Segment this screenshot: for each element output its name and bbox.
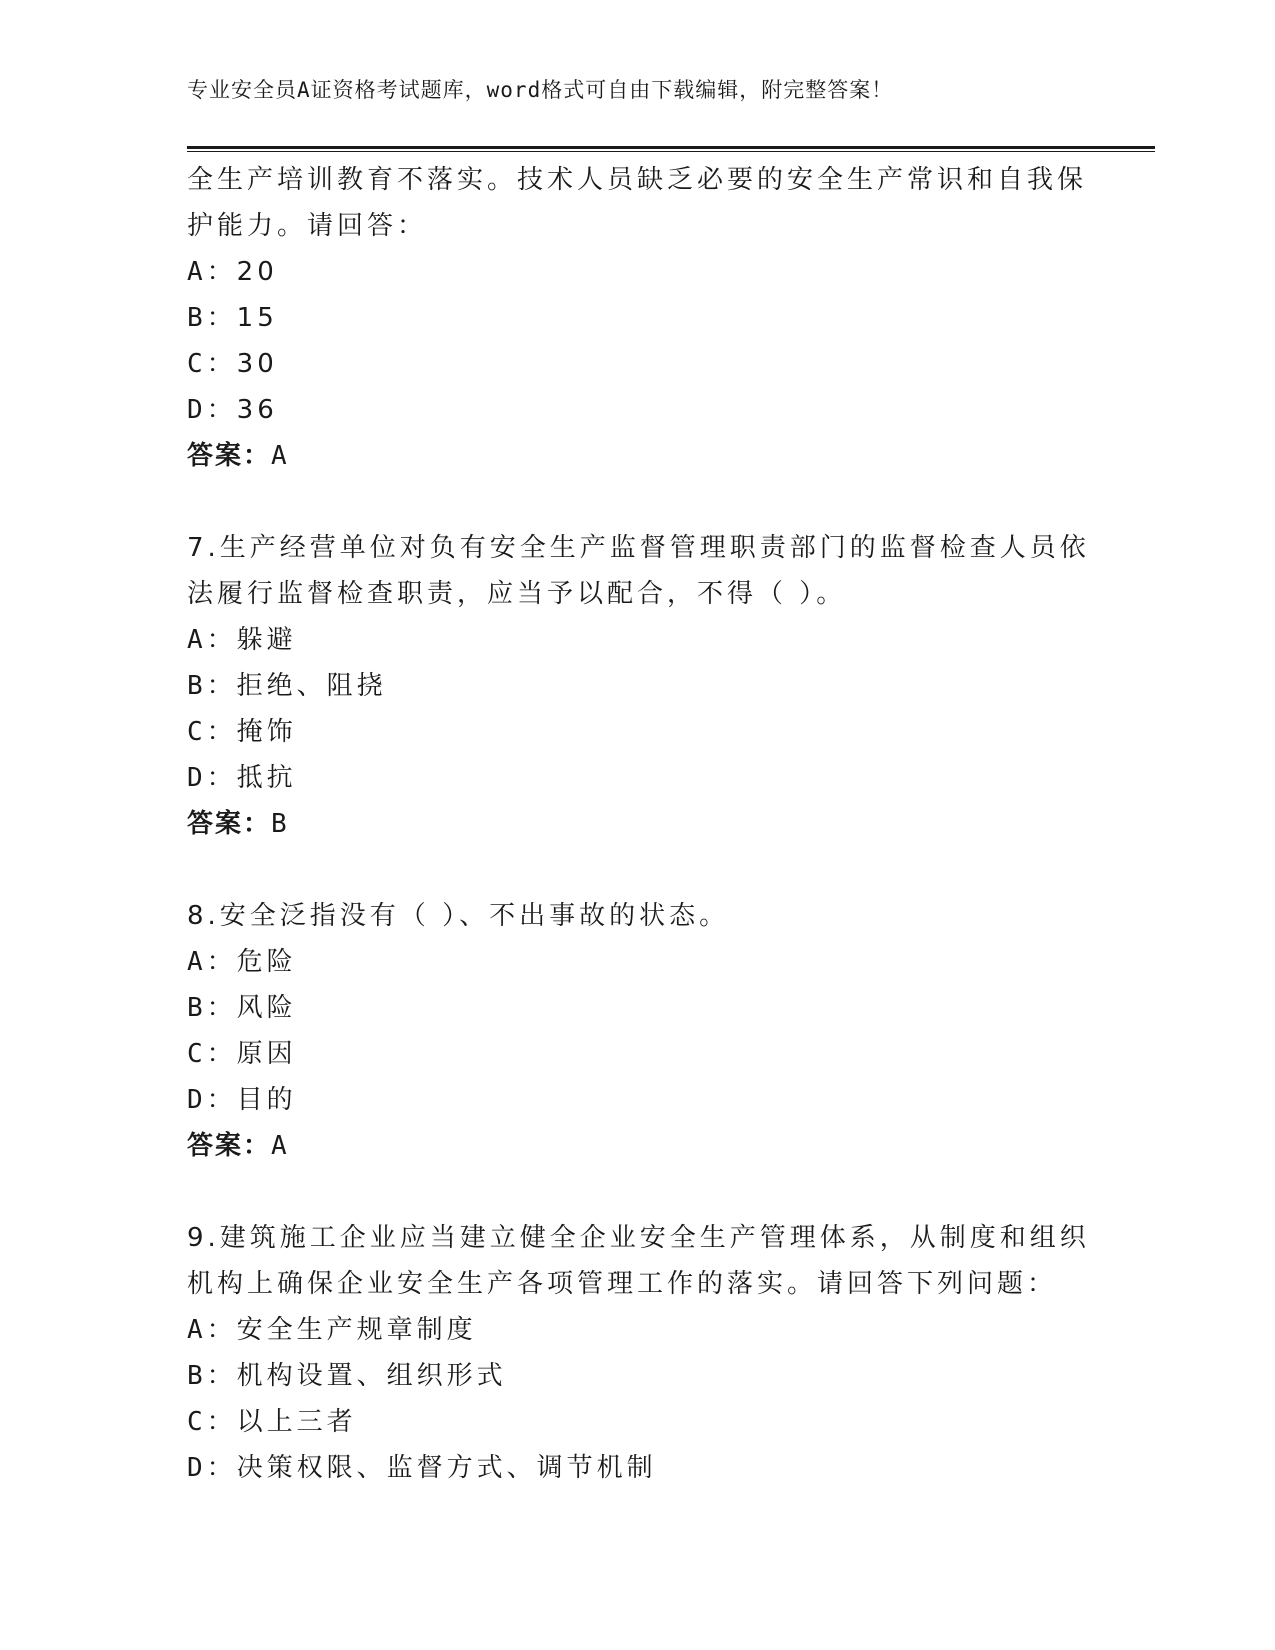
option-text: 30 [236,349,278,379]
option-c [187,709,1087,755]
option-letter: D： [187,1453,237,1483]
header-rule-thick [187,146,1155,149]
option-letter: C： [187,349,237,379]
option-d [187,1445,1087,1491]
option-letter: A： [187,257,237,287]
option-letter: A： [187,947,237,977]
option-d [187,755,1087,801]
option-letter: B： [187,1361,237,1391]
option-letter: C： [187,1039,237,1069]
option-b [187,663,1087,709]
question-7 [187,525,1090,847]
option-letter: D： [187,1085,237,1115]
option-letter: A： [187,625,237,655]
option-b [187,295,1087,341]
option-letter: A： [187,1315,237,1345]
option-letter: B： [187,993,237,1023]
option-b [187,1353,1087,1399]
option-text: 机构设置、组织形式 [236,1361,507,1391]
question-8 [187,893,1087,1169]
question-text-line: 护能力。请回答： [187,211,428,241]
option-text: 15 [236,303,278,333]
question-6 [187,157,1087,479]
option-letter: D： [187,763,237,793]
option-c [187,1031,1087,1077]
option-text: 拒绝、阻挠 [236,671,387,701]
answer-line [187,801,1087,847]
option-text: 决策权限、监督方式、调节机制 [236,1453,657,1483]
option-a [187,939,1087,985]
question-text-line: 9.建筑施工企业应当建立健全企业安全生产管理体系，从制度和组织 [187,1223,1090,1253]
answer-value: B [271,809,289,839]
option-text: 掩饰 [236,717,297,747]
option-b [187,985,1087,1031]
option-text: 36 [236,395,278,425]
answer-line [187,1123,1087,1169]
question-list [187,157,1090,1491]
option-text: 安全生产规章制度 [236,1315,477,1345]
question-text-line: 法履行监督检查职责，应当予以配合，不得（ ）。 [187,579,847,609]
option-text: 抵抗 [236,763,297,793]
option-letter: B： [187,303,237,333]
option-text: 原因 [236,1039,297,1069]
option-text: 躲避 [236,625,297,655]
option-c [187,341,1087,387]
option-text: 危险 [236,947,297,977]
option-a [187,1307,1087,1353]
option-c [187,1399,1087,1445]
option-a [187,249,1087,295]
page-header: 专业安全员A证资格考试题库，word格式可自由下载编辑，附完整答案！ [187,78,894,102]
answer-line [187,433,1087,479]
question-text-line: 全生产培训教育不落实。技术人员缺乏必要的安全生产常识和自我保 [187,165,1088,195]
question-text-line: 7.生产经营单位对负有安全生产监督管理职责部门的监督检查人员依 [187,533,1090,563]
answer-value: A [271,1131,289,1161]
option-text: 目的 [236,1085,297,1115]
option-d [187,387,1087,433]
question-text-line: 8.安全泛指没有（ ）、不出事故的状态。 [187,901,730,931]
question-text-line: 机构上确保企业安全生产各项管理工作的落实。请回答下列问题： [187,1269,1058,1299]
option-text: 20 [236,257,278,287]
spacer [187,479,1087,525]
option-text: 风险 [236,993,297,1023]
option-d [187,1077,1087,1123]
option-letter: B： [187,671,237,701]
spacer [187,847,1087,893]
option-text: 以上三者 [236,1407,357,1437]
answer-label: 答案： [187,441,272,471]
option-letter: D： [187,395,237,425]
option-letter: C： [187,717,237,747]
header-rule-thin [187,151,1155,152]
answer-label: 答案： [187,1131,272,1161]
question-9 [187,1215,1090,1491]
option-a [187,617,1087,663]
answer-value: A [271,441,289,471]
answer-label: 答案： [187,809,272,839]
option-letter: C： [187,1407,237,1437]
spacer [187,1169,1087,1215]
